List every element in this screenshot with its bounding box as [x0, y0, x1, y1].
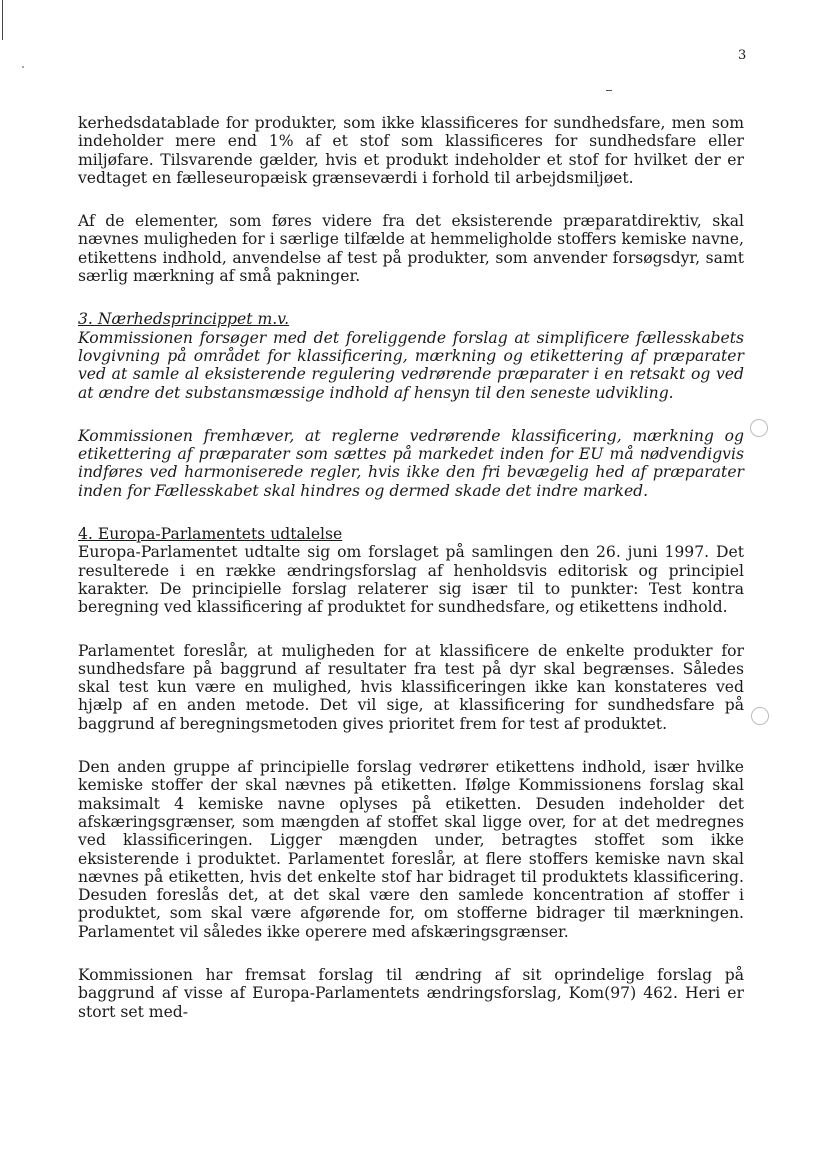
section-4-paragraph-3: Den anden gruppe af principielle forslag vedrører etikettens indhold, især hvilke kemiske stoffer der skal nævnes på etiketten. Ifølge Kommissionens forslag skal maksimalt 4 kemiske navne oplyses på etiketten. Desuden indeholder det afskæringsgrænser, som mængden af stoffet skal ligge over, for at det medregnes ved klassificeringen. Ligger mængden under, betragtes stoffet som ikke eksisterende i produktet. Parlamentet foreslår, at flere stoffers kemiske navn skal nævnes på etiketten, hvis det enkelte stof har bidraget til produktets klassificering. Desuden foreslås det, at det skal være den samlede koncentration af stoffer i produktet, som skal være afgørende for, om stofferne bidrager til mærkningen. Parlamentet vil således ikke operere med afskæringsgrænser. — [78, 758, 744, 941]
page-number: 3 — [738, 48, 747, 63]
punch-hole-lower — [751, 707, 769, 725]
section-3-paragraph-2: Kommissionen fremhæver, at reglerne vedrørende klassificering, mærkning og etikettering af præparater som sættes på markedet inden for EU må nødvendigvis indføres ved harmoniserede regler, hvis ikke den fri bevægelig hed af præparater inden for Fællesskabet skal hindres og dermed skade det indre marked. — [78, 426, 744, 500]
document-body — [78, 114, 744, 1046]
section-4-paragraph-4: Kommissionen har fremsat forslag til ændring af sit oprindelige forslag på baggrund af visse af Europa-Parlamentets ændringsforslag, Kom(97) 462. Heri er stort set med- — [78, 965, 744, 1021]
scan-dash — [606, 90, 612, 91]
scan-edge-mark — [2, 0, 3, 40]
paragraph-2: Af de elementer, som føres videre fra det eksisterende præparatdirektiv, skal nævnes muligheden for i særlige tilfælde at hemmeligholde stoffers kemiske navne, etikettens indhold, anvendelse af test på produkter, som anvender forsøgsdyr, samt særlig mærkning af små pakninger. — [78, 212, 744, 286]
section-3-paragraph-1: Kommissionen forsøger med det foreliggende forslag at simplificere fællesskabets lovgivning på området for klassificering, mærkning og etikettering af præparater ved at samle al eksisterende regulering vedrørende præparater i en retsakt og ved at ændre det substansmæssige indhold af hensyn til den seneste udvikling. — [78, 328, 744, 402]
section-3-heading: 3. Nærhedsprincippet m.v. — [78, 310, 290, 329]
section-4-paragraph-1: Europa-Parlamentet udtalte sig om forslaget på samlingen den 26. juni 1997. Det resulterede i en række ændringsforslag af henholdsvis editorisk og principiel karakter. De principielle forslag relaterer sig især til to punkter: Test kontra beregning ved klassificering af produktet for sundhedsfare, og etikettens indhold. — [78, 543, 744, 617]
section-4-heading: 4. Europa-Parlamentets udtalelse — [78, 525, 343, 544]
scan-speck — [22, 66, 24, 68]
paragraph-1: kerhedsdatablade for produkter, som ikke klassificeres for sundhedsfare, men som indeholder mere end 1% af et stof som klassificeres for sundhedsfare eller miljøfare. Tilsvarende gælder, hvis et produkt indeholder et stof for hvilket der er vedtaget en fælleseuropæisk grænseværdi i forhold til arbejdsmiljøet. — [78, 114, 744, 187]
punch-hole-upper — [750, 419, 768, 437]
section-4-paragraph-2: Parlamentet foreslår, at muligheden for at klassificere de enkelte produkter for sundhedsfare på baggrund af resultater fra test på dyr skal begrænses. Således skal test kun være en mulighed, hvis klassificeringen ikke kan konstateres ved hjælp af en anden metode. Det vil sige, at klassificering for sundhedsfare på baggrund af beregningsmetoden gives prioritet frem for test af produktet. — [78, 641, 744, 733]
